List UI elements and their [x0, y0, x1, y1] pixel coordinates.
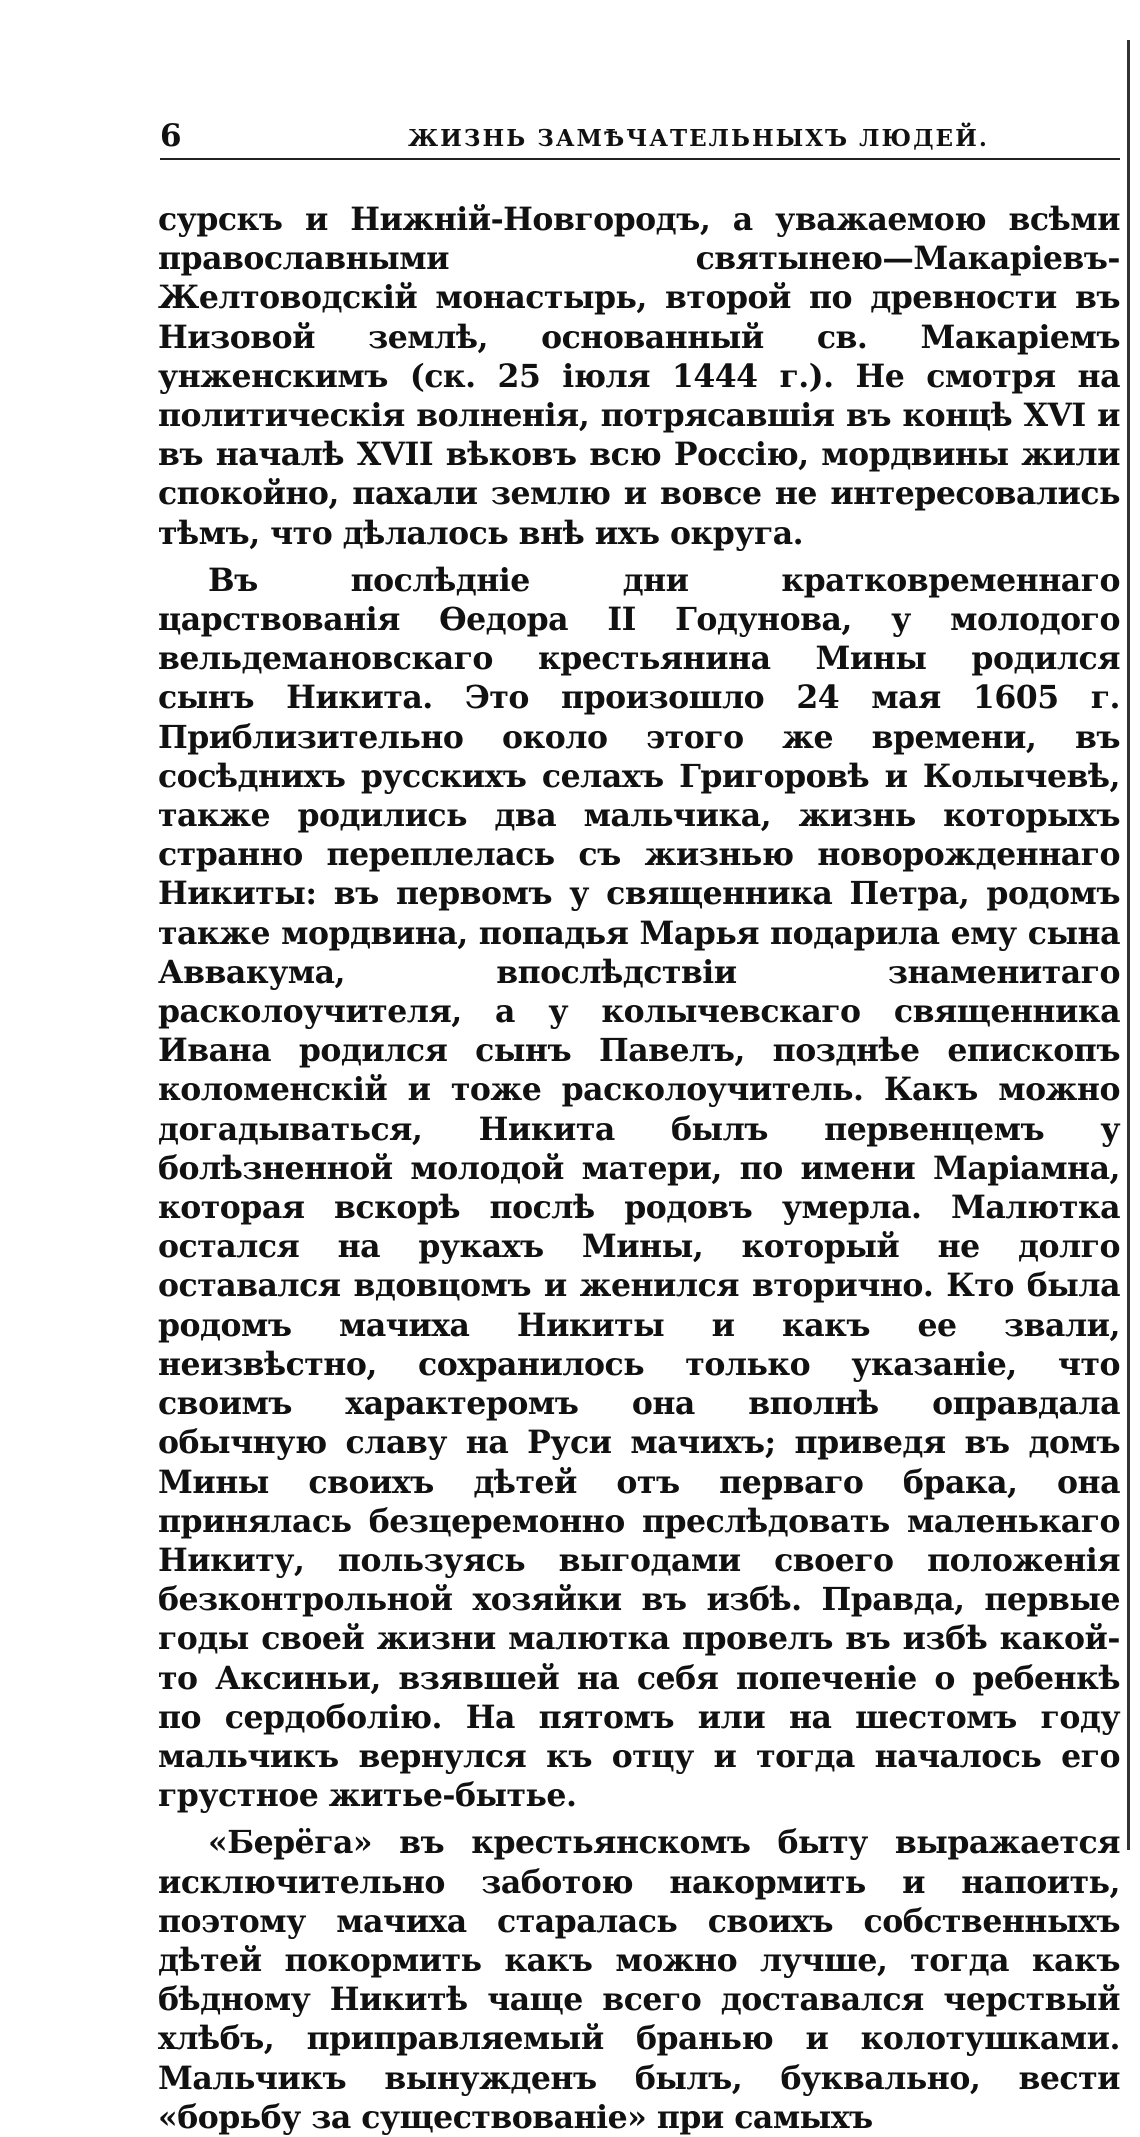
page-edge-rule [1127, 40, 1130, 1850]
running-title: ЖИЗНЬ ЗАМѢЧАТЕЛЬНЫХЪ ЛЮДЕЙ. [408, 125, 989, 152]
paragraph-berega: «Берёга» въ крестьянскомъ быту выражается исключительно заботою накормить и напоить, поэтому мачиха старалась своихъ собственныхъ дѣтей покормить какъ можно лучше, тогда какъ бѣдному Никитѣ чаще всего доставался черствый хлѣбъ, приправляемый бранью и колотушками. Мальчикъ вынужденъ былъ, буквально, вести «борьбу за существованіе» при самыхъ [158, 1824, 1120, 2136]
body-text [158, 200, 1120, 2137]
paragraph-continuation: сурскъ и Нижній-Новгородъ, а уважаемою всѣми православными святынею—Макаріевъ-Желтоводскій монастырь, второй по древности въ Низовой землѣ, основанный св. Макаріемъ унженскимъ (ск. 25 іюля 1444 г.). Не смотря на политическія волненія, потрясавшія въ концѣ XVI и въ началѣ XVII вѣковъ всю Россію, мордвины жили спокойно, пахали землю и вовсе не интересовались тѣмъ, что дѣлалось внѣ ихъ округа. [158, 201, 1120, 552]
paragraph-birth-of-nikita: Въ послѣдніе дни кратковременнаго царствованія Өедора II Годунова, у молодого вельдемановскаго крестьянина Мины родился сынъ Никита. Это произошло 24 мая 1605 г. Приблизительно около этого же времени, въ сосѣднихъ русскихъ селахъ Григоровѣ и Колычевѣ, также родились два мальчика, жизнь которыхъ странно переплелась съ жизнью новорожденнаго Никиты: въ первомъ у священника Петра, родомъ также мордвина, попадья Марья подарила ему сына Аввакума, впослѣдствіи знаменитаго расколоучителя, а у колычевскаго священника Ивана родился сынъ Павелъ, позднѣе епископъ коломенскій и тоже расколоучитель. Какъ можно догадываться, Никита былъ первенцемъ у болѣзненной молодой матери, по имени Маріамна, которая вскорѣ послѣ родовъ умерла. Малютка остался на рукахъ Мины, который не долго оставался вдовцомъ и женился вторично. Кто была родомъ мачиха Никиты и какъ ее звали, неизвѣстно, сохранилось только указаніе, что своимъ характеромъ она вполнѣ оправдала обычную славу на Руси мачихъ; приведя въ домъ Мины своихъ дѣтей отъ перваго брака, она принялась безцеремонно преслѣдовать маленькаго Никиту, пользуясь выгодами своего положенія безконтрольной хозяйки въ избѣ. Правда, первые годы своей жизни малютка провелъ въ избѣ какой-то Аксиньи, взявшей на себя попеченіе о ребенкѣ по сердоболію. На пятомъ или на шестомъ году мальчикъ вернулся къ отцу и тогда началось его грустное житье-бытье. [158, 561, 1120, 1815]
page-header [160, 118, 1120, 160]
page-number: 6 [160, 118, 182, 154]
